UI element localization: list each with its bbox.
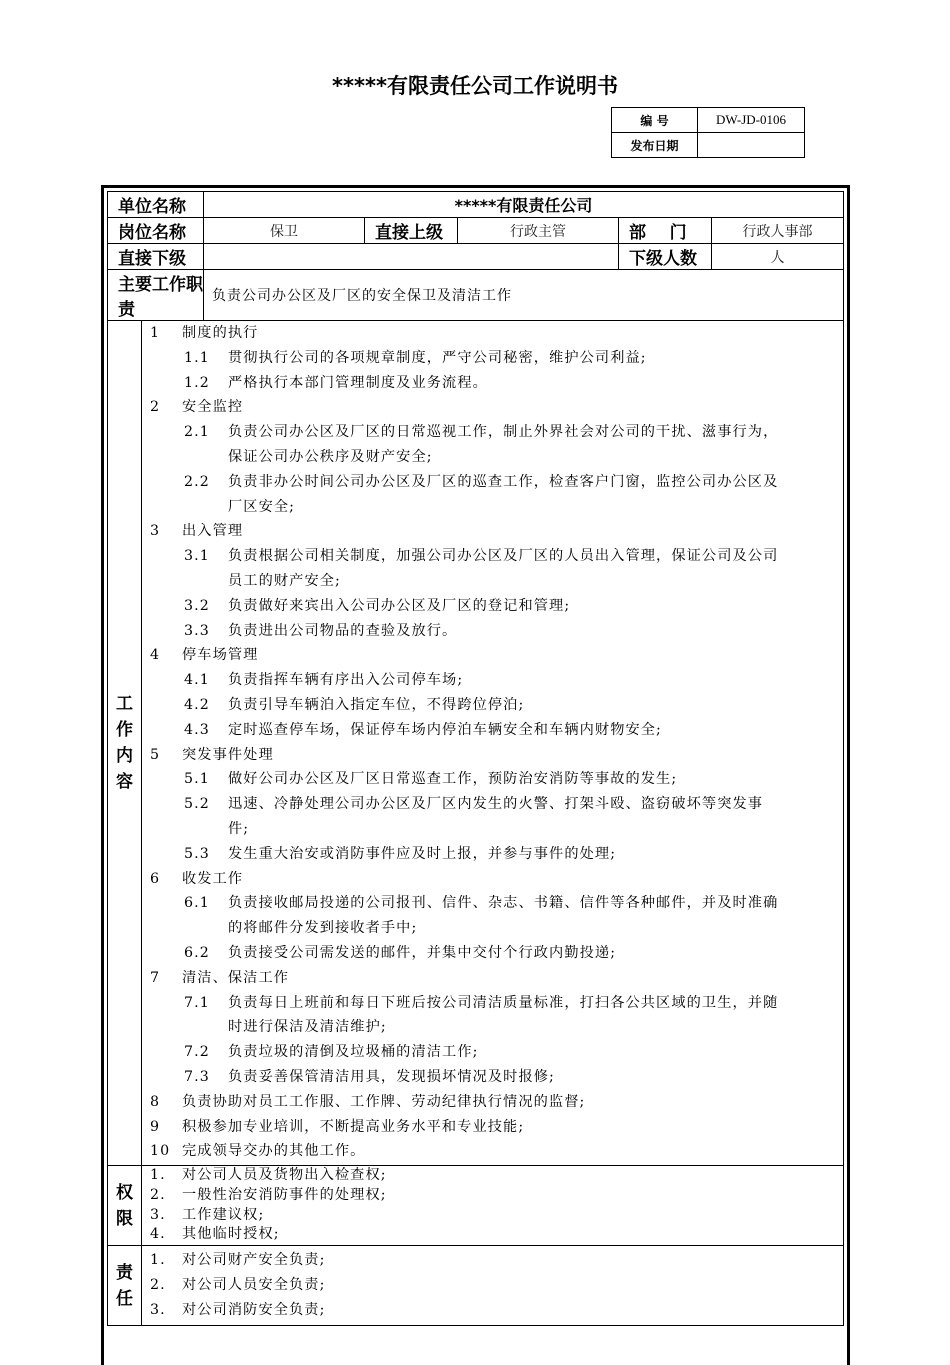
list-item (142, 544, 843, 569)
unit-name-label: 单位名称 (108, 192, 204, 218)
list-item (142, 941, 843, 966)
authority-label-char: 权 (116, 1182, 133, 1203)
position-name-label: 岗位名称 (108, 218, 204, 244)
subitem-number: 6.2 (184, 944, 210, 961)
department-value: 行政人事部 (712, 218, 844, 244)
item-text: 对公司人员及货物出入检查权; (182, 1167, 387, 1183)
list-item (142, 1139, 843, 1164)
direct-superior-label: 直接上级 (365, 218, 458, 244)
item-text: 对公司人员安全负责; (182, 1276, 326, 1293)
subitem-number: 1.1 (184, 349, 210, 366)
list-item (142, 445, 843, 470)
item-number: 9 (150, 1118, 161, 1135)
list-item (142, 1090, 843, 1115)
item-text: 对公司财产安全负责; (182, 1252, 326, 1269)
item-text: 积极参加专业培训，不断提高业务水平和专业技能; (182, 1118, 525, 1135)
subitem-text: 严格执行本部门管理制度及业务流程。 (228, 374, 488, 391)
number-label: 编 号 (612, 108, 698, 133)
publish-date-value (698, 133, 805, 158)
list-item (142, 1186, 843, 1206)
item-number: 3. (150, 1301, 166, 1318)
list-item (142, 569, 843, 594)
document-meta-table (611, 107, 805, 158)
subitem-text: 负责公司办公区及厂区的日常巡视工作，制止外界社会对公司的干扰、滋事行为， (228, 424, 779, 441)
subitem-number: 2.2 (184, 473, 210, 490)
list-item (142, 693, 843, 718)
subitem-number: 7.3 (184, 1068, 210, 1085)
subitem-number: 5.3 (184, 845, 210, 862)
list-item (142, 817, 843, 842)
list-item (142, 718, 843, 743)
unit-name-value: *****有限责任公司 (204, 192, 844, 218)
item-number: 1. (150, 1252, 166, 1269)
list-item (142, 594, 843, 619)
item-text: 安全监控 (182, 399, 244, 416)
item-number: 5 (150, 746, 161, 763)
department-label: 部 门 (619, 218, 712, 244)
list-item (142, 1040, 843, 1065)
item-number: 2 (150, 399, 161, 416)
subitem-number: 6.1 (184, 895, 210, 912)
document-title: *****有限责任公司工作说明书 (332, 74, 618, 98)
subitem-text: 负责指挥车辆有序出入公司停车场; (228, 672, 464, 689)
item-number: 7 (150, 969, 161, 986)
authority-list (142, 1166, 844, 1246)
item-text: 对公司消防安全负责; (182, 1301, 326, 1318)
subitem-number: 3.3 (184, 622, 210, 639)
list-item (142, 321, 843, 346)
responsibility-label (108, 1246, 142, 1326)
list-item (142, 668, 843, 693)
work-label-char: 容 (116, 772, 133, 792)
subitem-text-continued: 厂区安全; (228, 498, 296, 515)
subitem-number: 3.2 (184, 597, 210, 614)
list-item (142, 991, 843, 1016)
item-number: 8 (150, 1093, 161, 1110)
responsibility-label-char: 责 (116, 1262, 133, 1283)
item-text: 出入管理 (182, 523, 244, 540)
list-item (142, 643, 843, 668)
subitem-number: 5.2 (184, 796, 210, 813)
item-number: 3 (150, 523, 161, 540)
item-text: 突发事件处理 (182, 746, 274, 763)
subitem-number: 7.2 (184, 1044, 210, 1061)
item-number: 6 (150, 870, 161, 887)
subitem-text-continued: 保证公司办公秩序及财产安全; (228, 448, 433, 465)
direct-superior-value: 行政主管 (458, 218, 619, 244)
subitem-text: 负责接受公司需发送的邮件，并集中交付个行政内勤投递; (228, 944, 617, 961)
list-item (142, 519, 843, 544)
subitem-text: 迅速、冷静处理公司办公区及厂区内发生的火警、打架斗殴、盗窃破坏等突发事 (228, 796, 764, 813)
list-item (142, 371, 843, 396)
subitem-number: 4.1 (184, 672, 210, 689)
list-item (142, 1273, 843, 1298)
list-item (142, 346, 843, 371)
list-item (142, 470, 843, 495)
subitem-number: 4.2 (184, 696, 210, 713)
subitem-text: 负责接收邮局投递的公司报刊、信件、杂志、书籍、信件等各种邮件，并及时准确 (228, 895, 779, 912)
list-item (142, 1115, 843, 1140)
item-text: 工作建议权; (182, 1206, 265, 1223)
responsibility-list (142, 1246, 844, 1326)
item-number: 10 (150, 1143, 171, 1160)
subitem-text-continued: 件; (228, 820, 250, 837)
list-item (142, 495, 843, 520)
main-duty-value: 负责公司办公区及厂区的安全保卫及清洁工作 (204, 270, 844, 321)
list-item (142, 1298, 843, 1323)
responsibility-label-char: 任 (116, 1288, 133, 1309)
subitem-text: 贯彻执行公司的各项规章制度，严守公司秘密，维护公司利益; (228, 349, 647, 366)
direct-subordinate-label: 直接下级 (108, 244, 204, 270)
subitem-text: 负责非办公时间公司办公区及厂区的巡查工作，检查客户门窗，监控公司办公区及 (228, 473, 779, 490)
subitem-text: 负责进出公司物品的查验及放行。 (228, 622, 458, 639)
work-label-char: 工 (116, 694, 133, 714)
subitem-text: 负责每日上班前和每日下班后按公司清洁质量标准，打扫各公共区域的卫生，并随 (228, 994, 779, 1011)
item-text: 负责协助对员工工作服、工作牌、劳动纪律执行情况的监督; (182, 1093, 586, 1110)
position-name-value: 保卫 (204, 218, 365, 244)
work-content-list (142, 321, 844, 1166)
list-item (142, 767, 843, 792)
list-item (142, 395, 843, 420)
work-content-label (108, 321, 142, 1166)
list-item (142, 743, 843, 768)
item-number: 1. (150, 1167, 166, 1183)
subitem-text: 负责做好来宾出入公司办公区及厂区的登记和管理; (228, 597, 571, 614)
item-number: 3. (150, 1206, 166, 1223)
authority-label (108, 1166, 142, 1246)
job-description-table (107, 191, 844, 1326)
list-item (142, 1248, 843, 1273)
list-item (142, 966, 843, 991)
list-item (142, 916, 843, 941)
list-item (142, 792, 843, 817)
subitem-number: 7.1 (184, 994, 210, 1011)
list-item (142, 1015, 843, 1040)
item-number: 1 (150, 325, 161, 341)
list-item (142, 1225, 843, 1245)
subitem-number: 4.3 (184, 721, 210, 738)
subitem-number: 5.1 (184, 771, 210, 788)
subitem-text-continued: 的将邮件分发到接收者手中; (228, 920, 418, 937)
list-item (142, 420, 843, 445)
list-item (142, 1166, 843, 1186)
work-label-char: 作 (116, 720, 133, 740)
item-text: 完成领导交办的其他工作。 (182, 1143, 366, 1160)
subitem-text: 负责妥善保管清洁用具，发现损坏情况及时报修; (228, 1068, 555, 1085)
subitem-text: 负责垃圾的清倒及垃圾桶的清洁工作; (228, 1044, 479, 1061)
subitem-text: 做好公司办公区及厂区日常巡查工作，预防治安消防等事故的发生; (228, 771, 678, 788)
subitem-text: 负责引导车辆泊入指定车位，不得跨位停泊; (228, 696, 525, 713)
subitem-number: 3.1 (184, 548, 210, 565)
subitem-number: 1.2 (184, 374, 210, 391)
item-number: 2. (150, 1186, 166, 1203)
item-text: 停车场管理 (182, 647, 259, 664)
item-text: 收发工作 (182, 870, 244, 887)
item-number: 4 (150, 647, 161, 664)
list-item (142, 1206, 843, 1226)
item-text: 制度的执行 (182, 325, 259, 341)
subitem-text-continued: 时进行保洁及清洁维护; (228, 1019, 387, 1036)
authority-label-char: 限 (116, 1208, 133, 1229)
item-number: 4. (150, 1226, 166, 1243)
number-value: DW-JD-0106 (698, 108, 805, 133)
item-text: 一般性治安消防事件的处理权; (182, 1186, 387, 1203)
main-duty-label: 主要工作职责 (108, 270, 204, 321)
list-item (142, 891, 843, 916)
item-number: 2. (150, 1276, 166, 1293)
work-label-char: 内 (116, 746, 133, 766)
list-item (142, 842, 843, 867)
item-text: 其他临时授权; (182, 1226, 280, 1243)
subitem-text-continued: 员工的财产安全; (228, 572, 341, 589)
list-item (142, 1065, 843, 1090)
subordinate-count-label: 下级人数 (619, 244, 712, 270)
subitem-text: 发生重大治安或消防事件应及时上报，并参与事件的处理; (228, 845, 617, 862)
list-item (142, 619, 843, 644)
subitem-text: 负责根据公司相关制度，加强公司办公区及厂区的人员出入管理，保证公司及公司 (228, 548, 779, 565)
subitem-text: 定时巡查停车场，保证停车场内停泊车辆安全和车辆内财物安全; (228, 721, 662, 738)
subitem-number: 2.1 (184, 424, 210, 441)
item-text: 清洁、保洁工作 (182, 969, 290, 986)
list-item (142, 867, 843, 892)
subordinate-count-value: 人 (712, 244, 844, 270)
direct-subordinate-value (204, 244, 619, 270)
publish-date-label: 发布日期 (612, 133, 698, 158)
